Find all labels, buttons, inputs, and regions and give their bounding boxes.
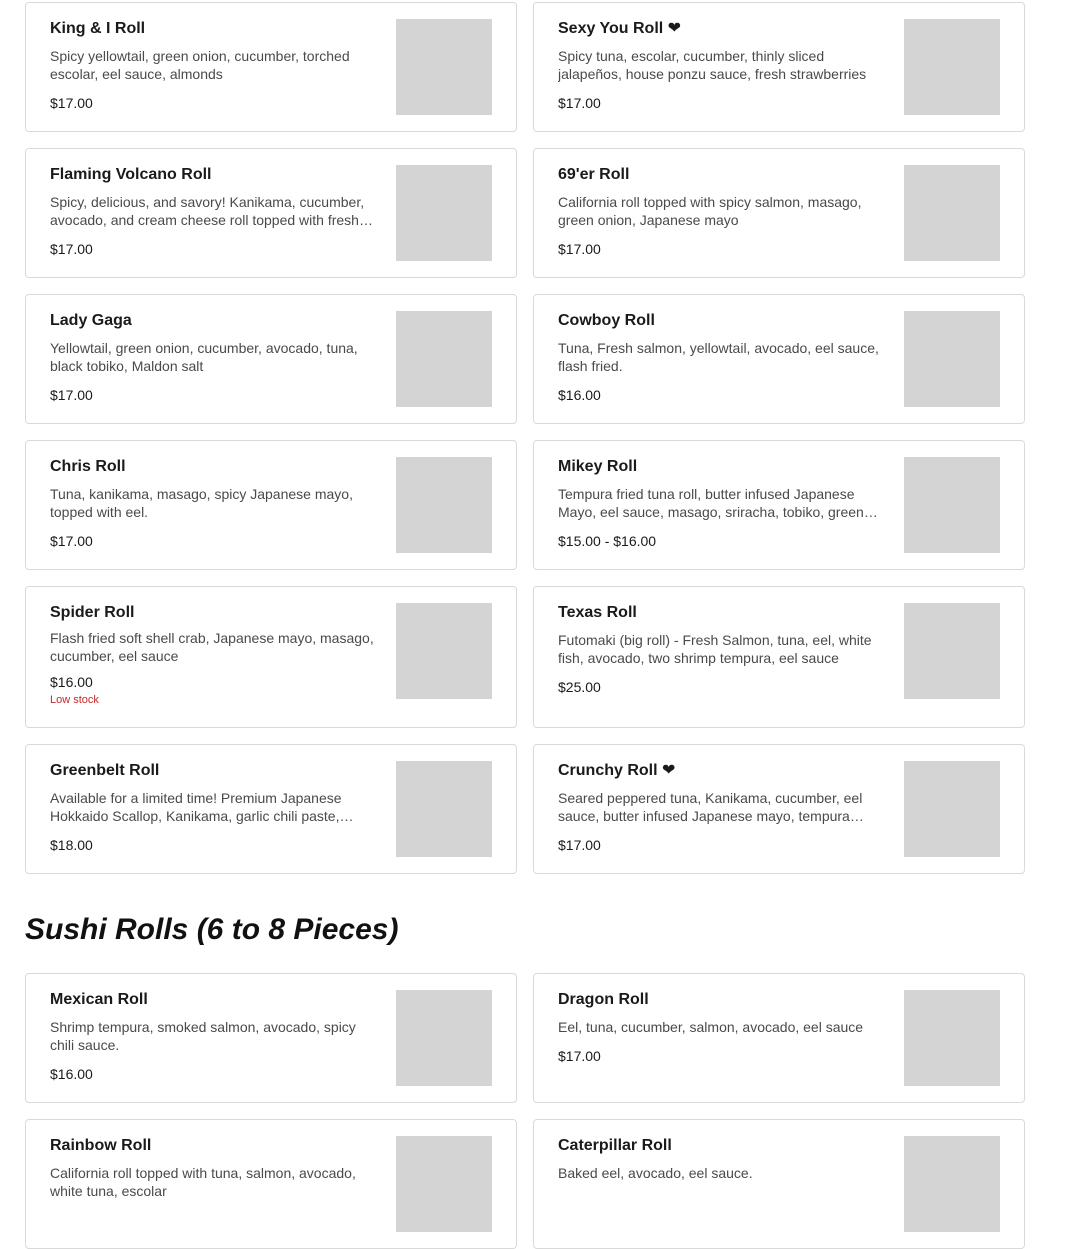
- menu-item-description: Yellowtail, green onion, cucumber, avocado, tuna, black tobiko, Maldon salt: [50, 340, 358, 374]
- menu-item-description: Tuna, Fresh salmon, yellowtail, avocado, eel sauce, flash fried.: [558, 340, 879, 374]
- menu-item-card[interactable]: [25, 973, 517, 1103]
- menu-item-description: Futomaki (big roll) - Fresh Salmon, tuna, eel, white fish, avocado, two shrimp tempura, eel sauce: [558, 632, 872, 666]
- menu-item-info: [50, 603, 380, 707]
- menu-item-price: $17.00: [50, 241, 93, 257]
- menu-item-card[interactable]: [25, 586, 517, 728]
- menu-item-description: Spicy yellowtail, green onion, cucumber, torched escolar, eel sauce, almonds: [50, 48, 350, 82]
- menu-item-name: Mexican Roll: [50, 991, 148, 1008]
- menu-item-info: [50, 1136, 380, 1211]
- menu-item-card[interactable]: [25, 1119, 517, 1249]
- menu-item-name: Lady Gaga: [50, 312, 132, 329]
- menu-item-price: $16.00: [558, 387, 601, 403]
- menu-item-info: [50, 19, 380, 112]
- menu-item-card[interactable]: [25, 744, 517, 874]
- menu-item-info: [558, 457, 888, 550]
- menu-item-name: Spider Roll: [50, 604, 135, 621]
- menu-item-image-placeholder: [904, 990, 1000, 1086]
- menu-item-image-placeholder: [396, 761, 492, 857]
- menu-item-price: $17.00: [558, 1048, 601, 1064]
- menu-item-image-placeholder: [396, 165, 492, 261]
- menu-item-card[interactable]: [25, 440, 517, 570]
- menu-item-info: [558, 165, 888, 258]
- menu-item-description: Seared peppered tuna, Kanikama, cucumber, eel sauce, butter infused Japanese mayo, tempura: [558, 790, 863, 824]
- menu-item-name: Rainbow Roll: [50, 1137, 152, 1154]
- menu-item-info: [50, 311, 380, 404]
- menu-item-image-placeholder: [396, 19, 492, 115]
- menu-item-image-placeholder: [396, 990, 492, 1086]
- menu-item-info: [558, 311, 888, 404]
- menu-item-name: Texas Roll: [558, 604, 637, 621]
- menu-item-name: Caterpillar Roll: [558, 1137, 672, 1154]
- menu-item-price: $16.00: [50, 1066, 93, 1082]
- menu-item-price: $17.00: [558, 241, 601, 257]
- menu-item-card[interactable]: [533, 294, 1025, 424]
- menu-item-description: Tuna, kanikama, masago, spicy Japanese mayo, topped with eel.: [50, 486, 353, 520]
- menu-item-description: California roll topped with spicy salmon, masago, green onion, Japanese mayo: [558, 194, 862, 228]
- menu-item-info: [558, 990, 888, 1065]
- menu-item-price: $18.00: [50, 837, 93, 853]
- menu-item-name: Cowboy Roll: [558, 312, 655, 329]
- menu-item-card[interactable]: [533, 586, 1025, 728]
- menu-item-image-placeholder: [396, 603, 492, 699]
- menu-item-card[interactable]: [25, 148, 517, 278]
- menu-item-description: California roll topped with tuna, salmon, avocado, white tuna, escolar: [50, 1165, 356, 1199]
- menu-item-price: $25.00: [558, 679, 601, 695]
- menu-item-image-placeholder: [396, 1136, 492, 1232]
- menu-item-name: Sexy You Roll ❤: [558, 20, 682, 37]
- menu-item-info: [558, 603, 888, 696]
- menu-item-name: Chris Roll: [50, 458, 126, 475]
- menu-item-name: King & I Roll: [50, 20, 146, 37]
- menu-item-card[interactable]: [533, 973, 1025, 1103]
- menu-item-card[interactable]: [25, 2, 517, 132]
- menu-item-card[interactable]: [533, 744, 1025, 874]
- menu-item-description: Shrimp tempura, smoked salmon, avocado, spicy chili sauce.: [50, 1019, 356, 1053]
- menu-item-description: Spicy tuna, escolar, cucumber, thinly sliced jalapeños, house ponzu sauce, fresh strawberries: [558, 48, 867, 82]
- menu-item-price: $17.00: [50, 533, 93, 549]
- section-title: Sushi Rolls (6 to 8 Pieces): [25, 913, 399, 946]
- menu-items-grid: [25, 2, 1025, 874]
- menu-item-info: [50, 165, 380, 258]
- menu-item-image-placeholder: [904, 165, 1000, 261]
- menu-item-price: $17.00: [558, 95, 601, 111]
- menu-item-description: Baked eel, avocado, eel sauce.: [558, 1165, 753, 1181]
- menu-item-image-placeholder: [396, 457, 492, 553]
- low-stock-badge: Low stock: [50, 694, 99, 706]
- menu-item-image-placeholder: [904, 761, 1000, 857]
- menu-item-description: Flash fried soft shell crab, Japanese mayo, masago, cucumber, eel sauce: [50, 630, 374, 664]
- menu-item-info: [50, 990, 380, 1083]
- menu-item-card[interactable]: [533, 2, 1025, 132]
- menu-item-price: $15.00 - $16.00: [558, 533, 657, 549]
- sushi-rolls-grid: [25, 973, 1025, 1249]
- menu-item-description: Available for a limited time! Premium Japanese Hokkaido Scallop, Kanikama, garlic chili paste,: [50, 790, 342, 824]
- menu-item-image-placeholder: [904, 603, 1000, 699]
- menu-item-info: [50, 457, 380, 550]
- menu-item-info: [558, 19, 888, 112]
- menu-item-card[interactable]: [533, 440, 1025, 570]
- menu-item-description: Spicy, delicious, and savory! Kanikama, cucumber, avocado, and cream cheese roll topped with fresh: [50, 194, 365, 228]
- menu-item-name: 69'er Roll: [558, 166, 630, 183]
- menu-item-price: $17.00: [50, 95, 93, 111]
- menu-item-description: Eel, tuna, cucumber, salmon, avocado, eel sauce: [558, 1019, 864, 1035]
- menu-item-card[interactable]: [533, 1119, 1025, 1249]
- menu-item-name: Greenbelt Roll: [50, 762, 160, 779]
- menu-item-info: [558, 1136, 888, 1193]
- menu-item-name: Mikey Roll: [558, 458, 638, 475]
- menu-item-card[interactable]: [25, 294, 517, 424]
- menu-item-image-placeholder: [904, 19, 1000, 115]
- menu-item-name: Flaming Volcano Roll: [50, 166, 212, 183]
- menu-item-info: [50, 761, 380, 854]
- menu-item-price: $16.00: [50, 674, 93, 690]
- menu-item-image-placeholder: [904, 311, 1000, 407]
- menu-item-name: Crunchy Roll ❤: [558, 762, 676, 779]
- menu-item-price: $17.00: [558, 837, 601, 853]
- menu-item-info: [558, 761, 888, 854]
- menu-item-description: Tempura fried tuna roll, butter infused Japanese Mayo, eel sauce, masago, sriracha, tobiko, green: [558, 486, 864, 520]
- menu-item-name: Dragon Roll: [558, 991, 649, 1008]
- menu-item-card[interactable]: [533, 148, 1025, 278]
- menu-item-image-placeholder: [396, 311, 492, 407]
- menu-item-price: $17.00: [50, 387, 93, 403]
- menu-item-image-placeholder: [904, 1136, 1000, 1232]
- menu-item-image-placeholder: [904, 457, 1000, 553]
